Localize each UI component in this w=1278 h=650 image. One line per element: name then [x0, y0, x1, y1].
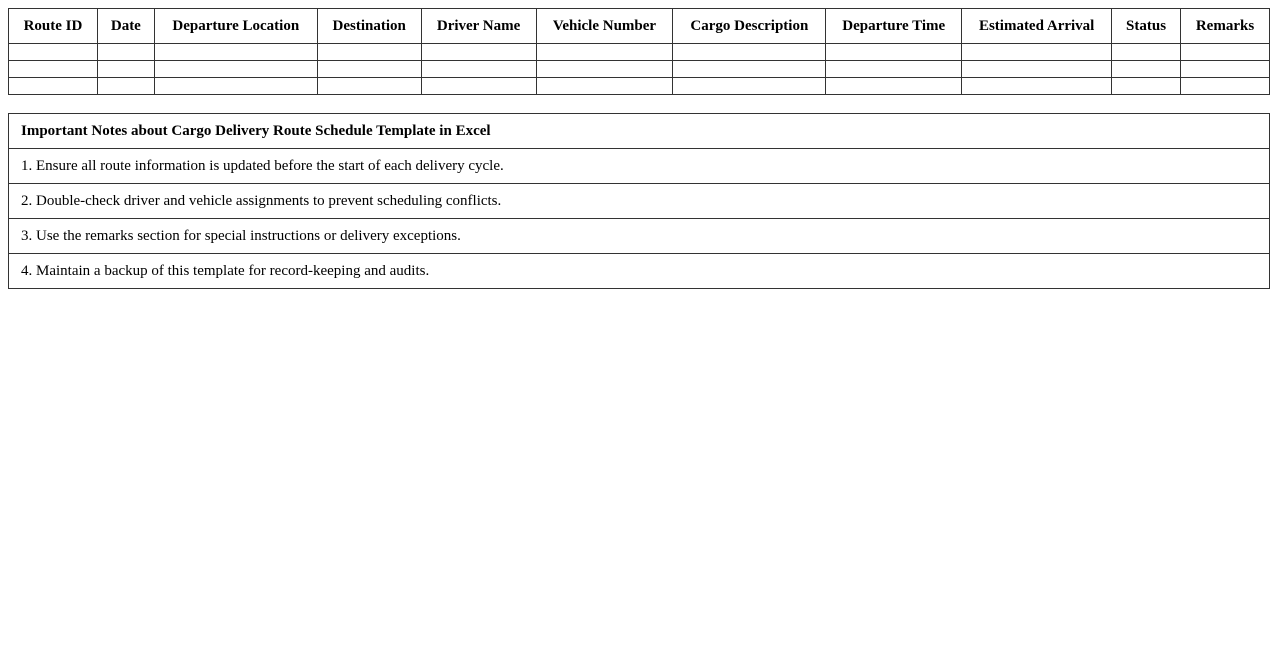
cell-estimated-arrival[interactable] — [962, 44, 1112, 61]
cell-cargo-description[interactable] — [673, 61, 826, 78]
header-date: Date — [97, 9, 154, 44]
cell-destination[interactable] — [317, 78, 421, 95]
cell-cargo-description[interactable] — [673, 78, 826, 95]
cell-route-id[interactable] — [9, 61, 98, 78]
header-driver-name: Driver Name — [421, 9, 536, 44]
note-row — [9, 219, 1270, 254]
table-row — [9, 44, 1270, 61]
cell-route-id[interactable] — [9, 44, 98, 61]
header-estimated-arrival: Estimated Arrival — [962, 9, 1112, 44]
cell-status[interactable] — [1112, 78, 1181, 95]
cell-date[interactable] — [97, 78, 154, 95]
notes-title-row — [9, 114, 1270, 149]
cell-driver-name[interactable] — [421, 44, 536, 61]
cell-status[interactable] — [1112, 61, 1181, 78]
note-item: 4. Maintain a backup of this template for record-keeping and audits. — [9, 254, 1270, 289]
cell-cargo-description[interactable] — [673, 44, 826, 61]
cell-vehicle-number[interactable] — [536, 61, 673, 78]
note-item: 2. Double-check driver and vehicle assignments to prevent scheduling conflicts. — [9, 184, 1270, 219]
note-row — [9, 184, 1270, 219]
header-departure-location: Departure Location — [154, 9, 317, 44]
header-destination: Destination — [317, 9, 421, 44]
cell-date[interactable] — [97, 44, 154, 61]
cell-departure-time[interactable] — [826, 78, 962, 95]
note-item: 3. Use the remarks section for special instructions or delivery exceptions. — [9, 219, 1270, 254]
header-status: Status — [1112, 9, 1181, 44]
cell-remarks[interactable] — [1181, 78, 1270, 95]
cell-destination[interactable] — [317, 44, 421, 61]
cell-remarks[interactable] — [1181, 44, 1270, 61]
cell-driver-name[interactable] — [421, 61, 536, 78]
cell-estimated-arrival[interactable] — [962, 61, 1112, 78]
cell-departure-time[interactable] — [826, 44, 962, 61]
note-row — [9, 149, 1270, 184]
header-row — [9, 9, 1270, 44]
cell-departure-location[interactable] — [154, 44, 317, 61]
cell-vehicle-number[interactable] — [536, 44, 673, 61]
notes-table — [8, 113, 1270, 289]
table-row — [9, 78, 1270, 95]
note-row — [9, 254, 1270, 289]
cell-destination[interactable] — [317, 61, 421, 78]
header-route-id: Route ID — [9, 9, 98, 44]
cell-date[interactable] — [97, 61, 154, 78]
cell-estimated-arrival[interactable] — [962, 78, 1112, 95]
cell-driver-name[interactable] — [421, 78, 536, 95]
cell-departure-time[interactable] — [826, 61, 962, 78]
cell-remarks[interactable] — [1181, 61, 1270, 78]
header-departure-time: Departure Time — [826, 9, 962, 44]
header-vehicle-number: Vehicle Number — [536, 9, 673, 44]
cell-vehicle-number[interactable] — [536, 78, 673, 95]
header-cargo-description: Cargo Description — [673, 9, 826, 44]
table-row — [9, 61, 1270, 78]
cell-departure-location[interactable] — [154, 78, 317, 95]
notes-title: Important Notes about Cargo Delivery Route Schedule Template in Excel — [9, 114, 1270, 149]
cell-status[interactable] — [1112, 44, 1181, 61]
header-remarks: Remarks — [1181, 9, 1270, 44]
note-item: 1. Ensure all route information is updated before the start of each delivery cycle. — [9, 149, 1270, 184]
route-schedule-table — [8, 8, 1270, 95]
cell-departure-location[interactable] — [154, 61, 317, 78]
cell-route-id[interactable] — [9, 78, 98, 95]
